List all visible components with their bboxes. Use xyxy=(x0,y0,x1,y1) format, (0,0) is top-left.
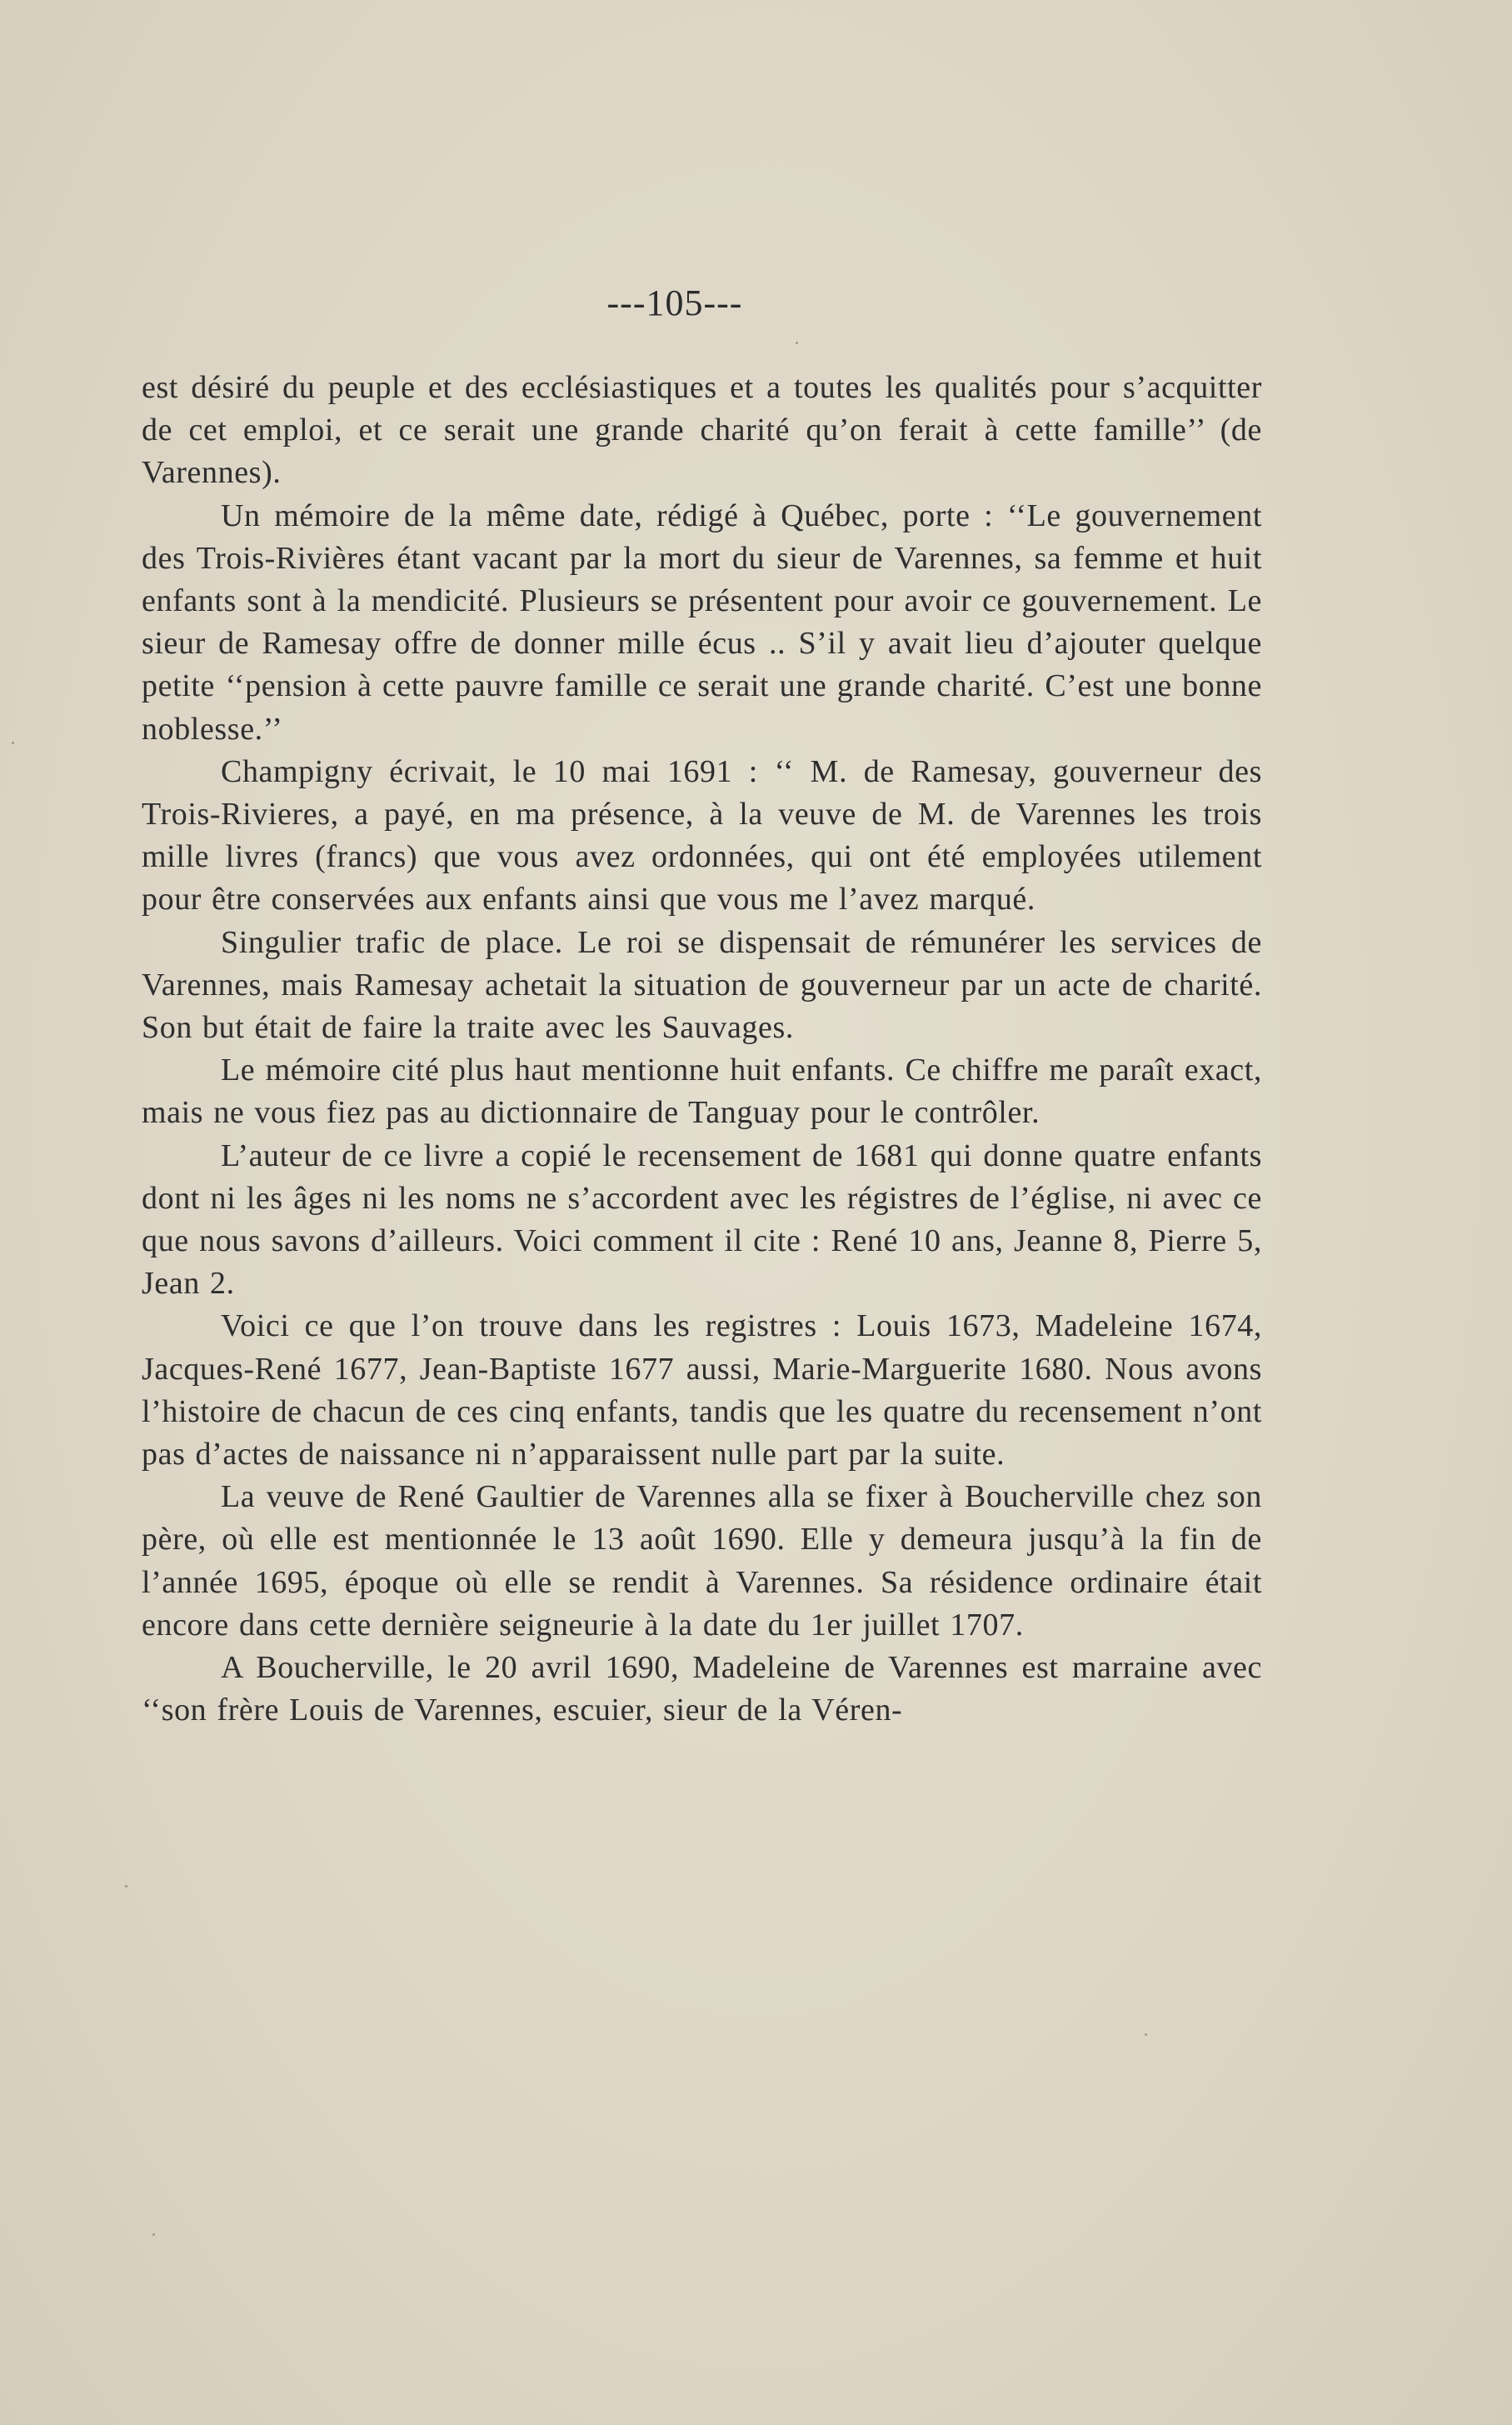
body-text xyxy=(142,367,1262,1732)
paper-speck xyxy=(796,342,798,344)
paragraph-5: Le mémoire cité plus haut mentionne huit enfants. Ce chiffre me paraît exact, mais ne vous fiez pas au dictionnaire de Tanguay pour le contrôler. xyxy=(142,1052,1262,1131)
paper-speck xyxy=(152,2233,155,2236)
paragraph-7: Voici ce que l’on trouve dans les registres : Louis 1673, Madeleine 1674, Jacques-René 1677, Jean-Baptiste 1677 aussi, Marie-Marguerite 1680. Nous avons l’histoire de chacun de ces cinq enfants, tandis que les quatre du recensement n’ont pas d’actes de naissance ni n’apparaissent nulle part par la suite. xyxy=(142,1308,1262,1472)
paragraph-4: Singulier trafic de place. Le roi se dispensait de rémunérer les services de Varennes, mais Ramesay achetait la situation de gouverneur par un acte de charité. Son but était de faire la traite avec les Sauvages. xyxy=(142,924,1262,1046)
paragraph-9: A Boucherville, le 20 avril 1690, Madeleine de Varennes est marraine avec ‘‘son frère Louis de Varennes, escuier, sieur de la Véren- xyxy=(142,1650,1262,1728)
paragraph-8: La veuve de René Gaultier de Varennes alla se fixer à Boucherville chez son père, où elle est mentionnée le 13 août 1690. Elle y demeura jusqu’à la fin de l’année 1695, époque où elle se rendit à Varennes. Sa résidence ordinaire était encore dans cette dernière seigneurie à la date du 1er juillet 1707. xyxy=(142,1479,1262,1642)
paper-speck xyxy=(1145,2033,1147,2036)
paper-speck xyxy=(12,742,14,744)
paragraph-6: L’auteur de ce livre a copié le recensement de 1681 qui donne quatre enfants dont ni les âges ni les noms ne s’accordent avec les régistres de l’église, ni avec ce que nous savons d’ailleurs. Voici comment il cite : René 10 ans, Jeanne 8, Pierre 5, Jean 2. xyxy=(142,1138,1262,1302)
page-number: ---105--- xyxy=(606,282,743,323)
paragraph-3: Champigny écrivait, le 10 mai 1691 : ‘‘ M. de Ramesay, gouverneur des Trois-Rivieres, a payé, en ma présence, à la veuve de M. de Varennes les trois mille livres (francs) que vous avez ordonnées, qui ont été employées utilement pour être conservées aux enfants ainsi que vous me l’avez marqué. xyxy=(142,753,1262,918)
paper-speck xyxy=(125,1885,127,1888)
paragraph-2: Un mémoire de la même date, rédigé à Québec, porte : ‘‘Le gouvernement des Trois-Rivières étant vacant par la mort du sieur de Varennes, sa femme et huit enfants sont à la mendicité. Plusieurs se présentent pour avoir ce gouvernement. Le sieur de Ramesay offre de donner mille écus .. S’il y avait lieu d’ajouter quelque petite ‘‘pension à cette pauvre famille ce serait une grande charité. C’est une bonne noblesse.’’ xyxy=(142,498,1262,747)
paragraph-1: est désiré du peuple et des ecclésiastiques et a toutes les qualités pour s’acquitter de cet emploi, et ce serait une grande charité qu’on ferait à cette famille’’ (de Varennes). xyxy=(142,370,1262,491)
